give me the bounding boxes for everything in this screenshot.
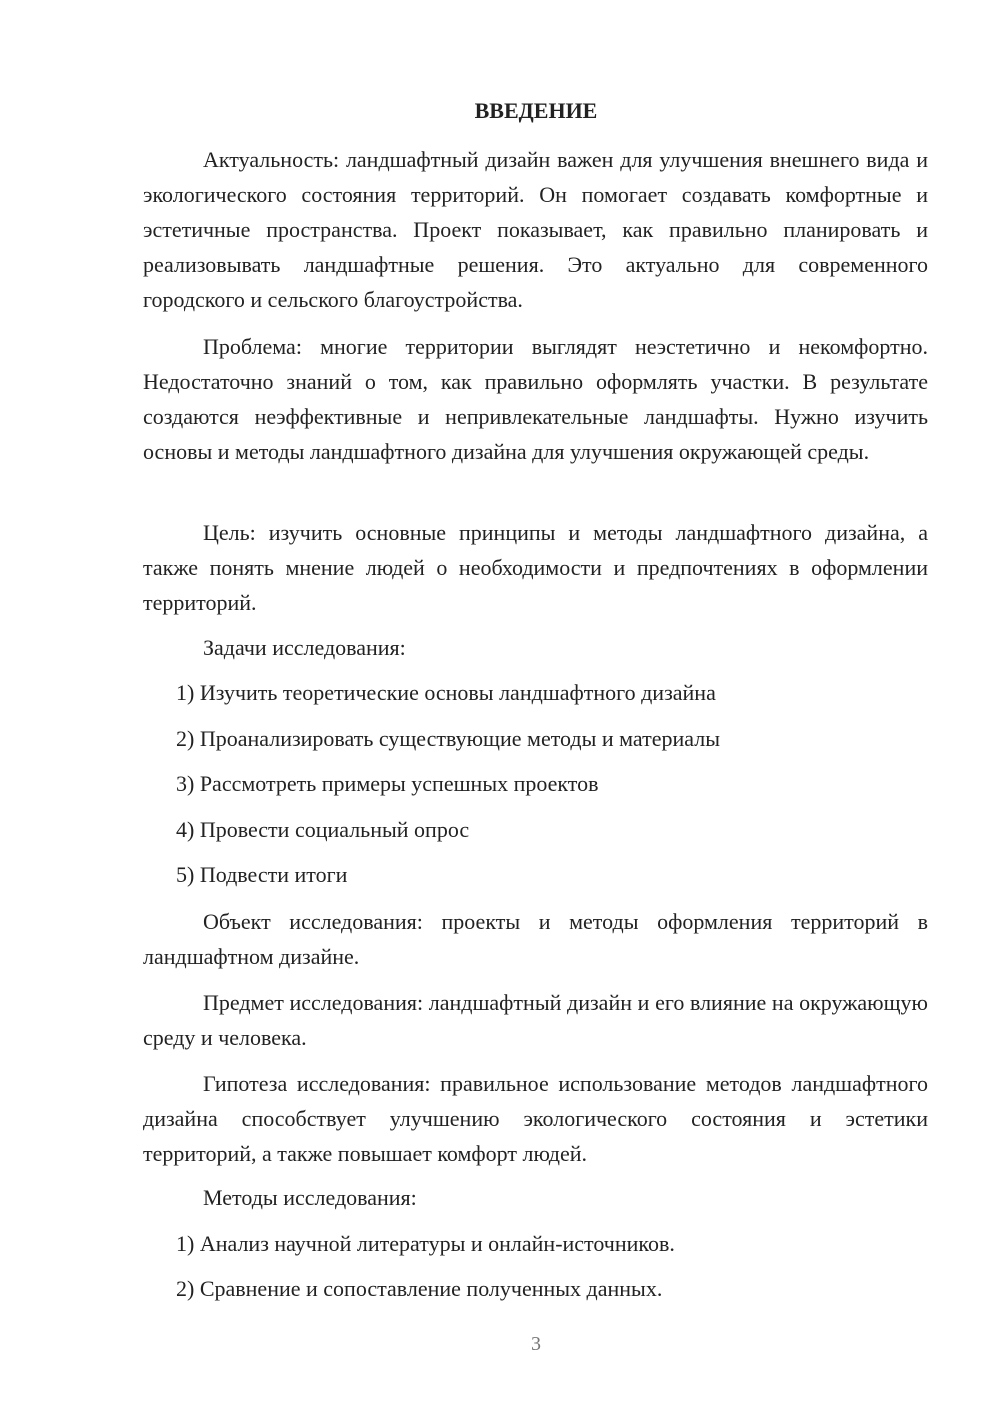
task-item: 5) Подвести итоги (176, 862, 348, 887)
paragraph-subject: Предмет исследования: ландшафтный дизайн и его влияние на окружающую среду и человека. (143, 990, 928, 1050)
methods-heading: Методы исследования: (203, 1185, 417, 1210)
paragraph-problem: Проблема: многие территории выглядят неэстетично и некомфортно. Недостаточно знаний о том, как правильно оформлять участки. В результате создаются неэффективные и непривлекательные ландшафты. Нужно изучить основы и методы ландшафтного дизайна для улучшения окружающей среды. (143, 334, 928, 464)
page-title: ВВЕДЕНИЕ (474, 98, 598, 123)
paragraph-relevance: Актуальность: ландшафтный дизайн важен для улучшения внешнего вида и экологического состояния территорий. Он помогает создавать комфортные и эстетичные пространства. Проект показывает, как правильно планировать и реализовывать ландшафтные решения. Это актуально для современного городского и сельского благоустройства. (143, 147, 928, 312)
task-item: 2) Проанализировать существующие методы и материалы (176, 726, 720, 751)
method-item: 2) Сравнение и сопоставление полученных данных. (176, 1276, 663, 1301)
paragraph-goal: Цель: изучить основные принципы и методы ландшафтного дизайна, а также понять мнение людей о необходимости и предпочтениях в оформлении территорий. (143, 520, 928, 615)
task-item: 4) Провести социальный опрос (176, 817, 470, 842)
page-number: 3 (531, 1333, 541, 1355)
tasks-heading: Задачи исследования: (203, 635, 406, 660)
paragraph-object: Объект исследования: проекты и методы оформления территорий в ландшафтном дизайне. (143, 909, 928, 969)
task-item: 1) Изучить теоретические основы ландшафтного дизайна (176, 680, 716, 705)
paragraph-hypothesis: Гипотеза исследования: правильное использование методов ландшафтного дизайна способствует улучшению экологического состояния и эстетики территорий, а также повышает комфорт людей. (143, 1071, 928, 1166)
task-item: 3) Рассмотреть примеры успешных проектов (176, 771, 599, 796)
method-item: 1) Анализ научной литературы и онлайн-источников. (176, 1231, 675, 1256)
